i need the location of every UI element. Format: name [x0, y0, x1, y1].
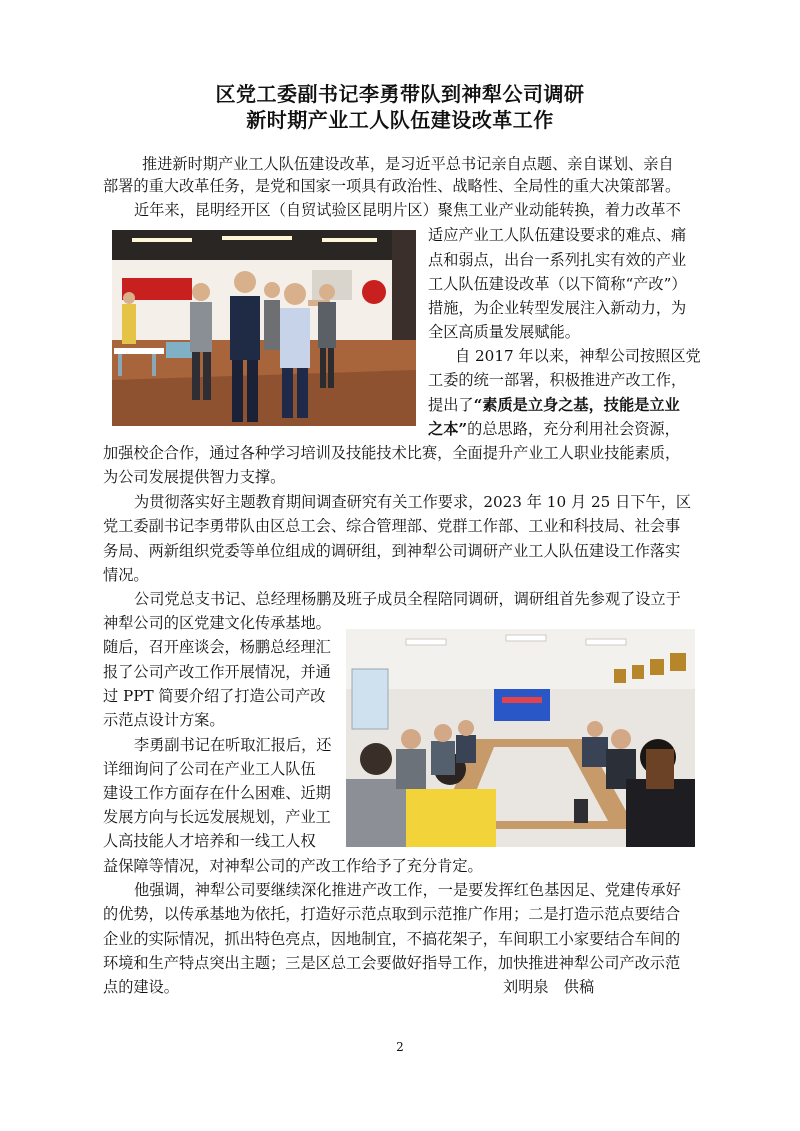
p5-line-4: 报了公司产改工作开展情况，并通: [103, 663, 331, 681]
page-number: 2: [396, 1040, 404, 1054]
title-line-2: 新时期产业工人队伍建设改革工作: [246, 108, 554, 132]
p3-line-4-text: 的总思路，充分利用社会资源，: [467, 420, 680, 438]
p7-line-3: 企业的实际情况，抓出特色亮点，因地制宜，不搞花架子，车间职工小家要结合车间的: [103, 930, 681, 948]
p7-line-2: 的优势，以传承基地为依托，打造好示范点取到示范推广作用；二是打造示范点要结合: [103, 905, 681, 923]
p3-motto-part-1: “素质是立身之基，技能是立业: [473, 396, 680, 414]
title-line-1: 区党工委副书记李勇带队到神犁公司调研: [215, 82, 585, 106]
p7-line-5: 点的建设。: [103, 978, 179, 996]
p3-line-2: 工委的统一部署，积极推进产改工作，: [428, 371, 687, 389]
p1-line-1: 推进新时期产业工人队伍建设改革，是习近平总书记亲自点题、亲自谋划、亲自: [142, 155, 674, 173]
p2-line-3: 点和弱点，出台一系列扎实有效的产业: [428, 251, 687, 269]
p3-line-3-text: 提出了: [428, 396, 474, 414]
p6-line-5: 人高技能人才培养和一线工人权: [103, 832, 316, 850]
p5-line-3: 随后，召开座谈会，杨鹏总经理汇: [103, 638, 331, 656]
p3-line-4: [428, 418, 680, 440]
p3-line-6: 为公司发展提供智力支撑。: [103, 468, 286, 486]
p4-line-4: 情况。: [103, 566, 149, 584]
p2-line-5: 措施，为企业转型发展注入新动力，为: [428, 299, 687, 317]
p4-line-1: 为贯彻落实好主题教育期间调查研究有关工作要求，2023 年 10 月 25 日下午，区: [134, 493, 692, 511]
p2-line-1: 近年来，昆明经开区（自贸试验区昆明片区）聚焦工业产业动能转换，着力改革不: [134, 201, 681, 219]
p7-line-4: 环境和生产特点突出主题；三是区总工会要做好指导工作，加快推进神犁公司产改示范: [103, 954, 681, 972]
p6-line-3: 建设工作方面存在什么困难、近期: [103, 784, 331, 802]
photo-exhibition-hall: [112, 230, 416, 426]
p4-line-3: 务局、两新组织党委等单位组成的调研组，到神犁公司调研产业工人队伍建设工作落实: [103, 542, 681, 560]
photo-meeting-room: [346, 629, 695, 847]
p2-line-6: 全区高质量发展赋能。: [428, 323, 580, 341]
p7-line-1: 他强调，神犁公司要继续深化推进产改工作，一是要发挥红色基因足、党建传承好: [134, 881, 681, 899]
p6-line-2: 详细询问了公司在产业工人队伍: [103, 760, 316, 778]
p5-line-5: 过 PPT 简要介绍了打造公司产改: [103, 687, 326, 705]
p5-line-1: 公司党总支书记、总经理杨鹏及班子成员全程陪同调研，调研组首先参观了设立于: [134, 590, 681, 608]
p6-line-6: 益保障等情况，对神犁公司的产改工作给予了充分肯定。: [103, 857, 483, 875]
p4-line-2: 党工委副书记李勇带队由区总工会、综合管理部、党群工作部、工业和科技局、社会事: [103, 517, 681, 535]
p3-line-1: 自 2017 年以来，神犁公司按照区党: [455, 347, 701, 365]
p2-line-4: 工人队伍建设改革（以下简称“产改”）: [428, 275, 687, 293]
p5-line-2: 神犁公司的区党建文化传承基地。: [103, 614, 331, 632]
byline: 刘明泉 供稿: [503, 978, 595, 996]
p5-line-6: 示范点设计方案。: [103, 711, 225, 729]
p3-motto-part-2: 之本”: [428, 420, 468, 438]
p2-line-2: 适应产业工人队伍建设要求的难点、痛: [428, 226, 687, 244]
p1-line-2: 部署的重大改革任务，是党和国家一项具有政治性、战略性、全局性的重大决策部署。: [103, 177, 681, 195]
p6-line-4: 发展方向与长远发展规划，产业工: [103, 808, 331, 826]
p3-line-5: 加强校企合作，通过各种学习培训及技能技术比赛，全面提升产业工人职业技能素质，: [103, 444, 681, 462]
p3-line-3: [428, 394, 680, 416]
p6-line-1: 李勇副书记在听取汇报后，还: [134, 736, 332, 754]
